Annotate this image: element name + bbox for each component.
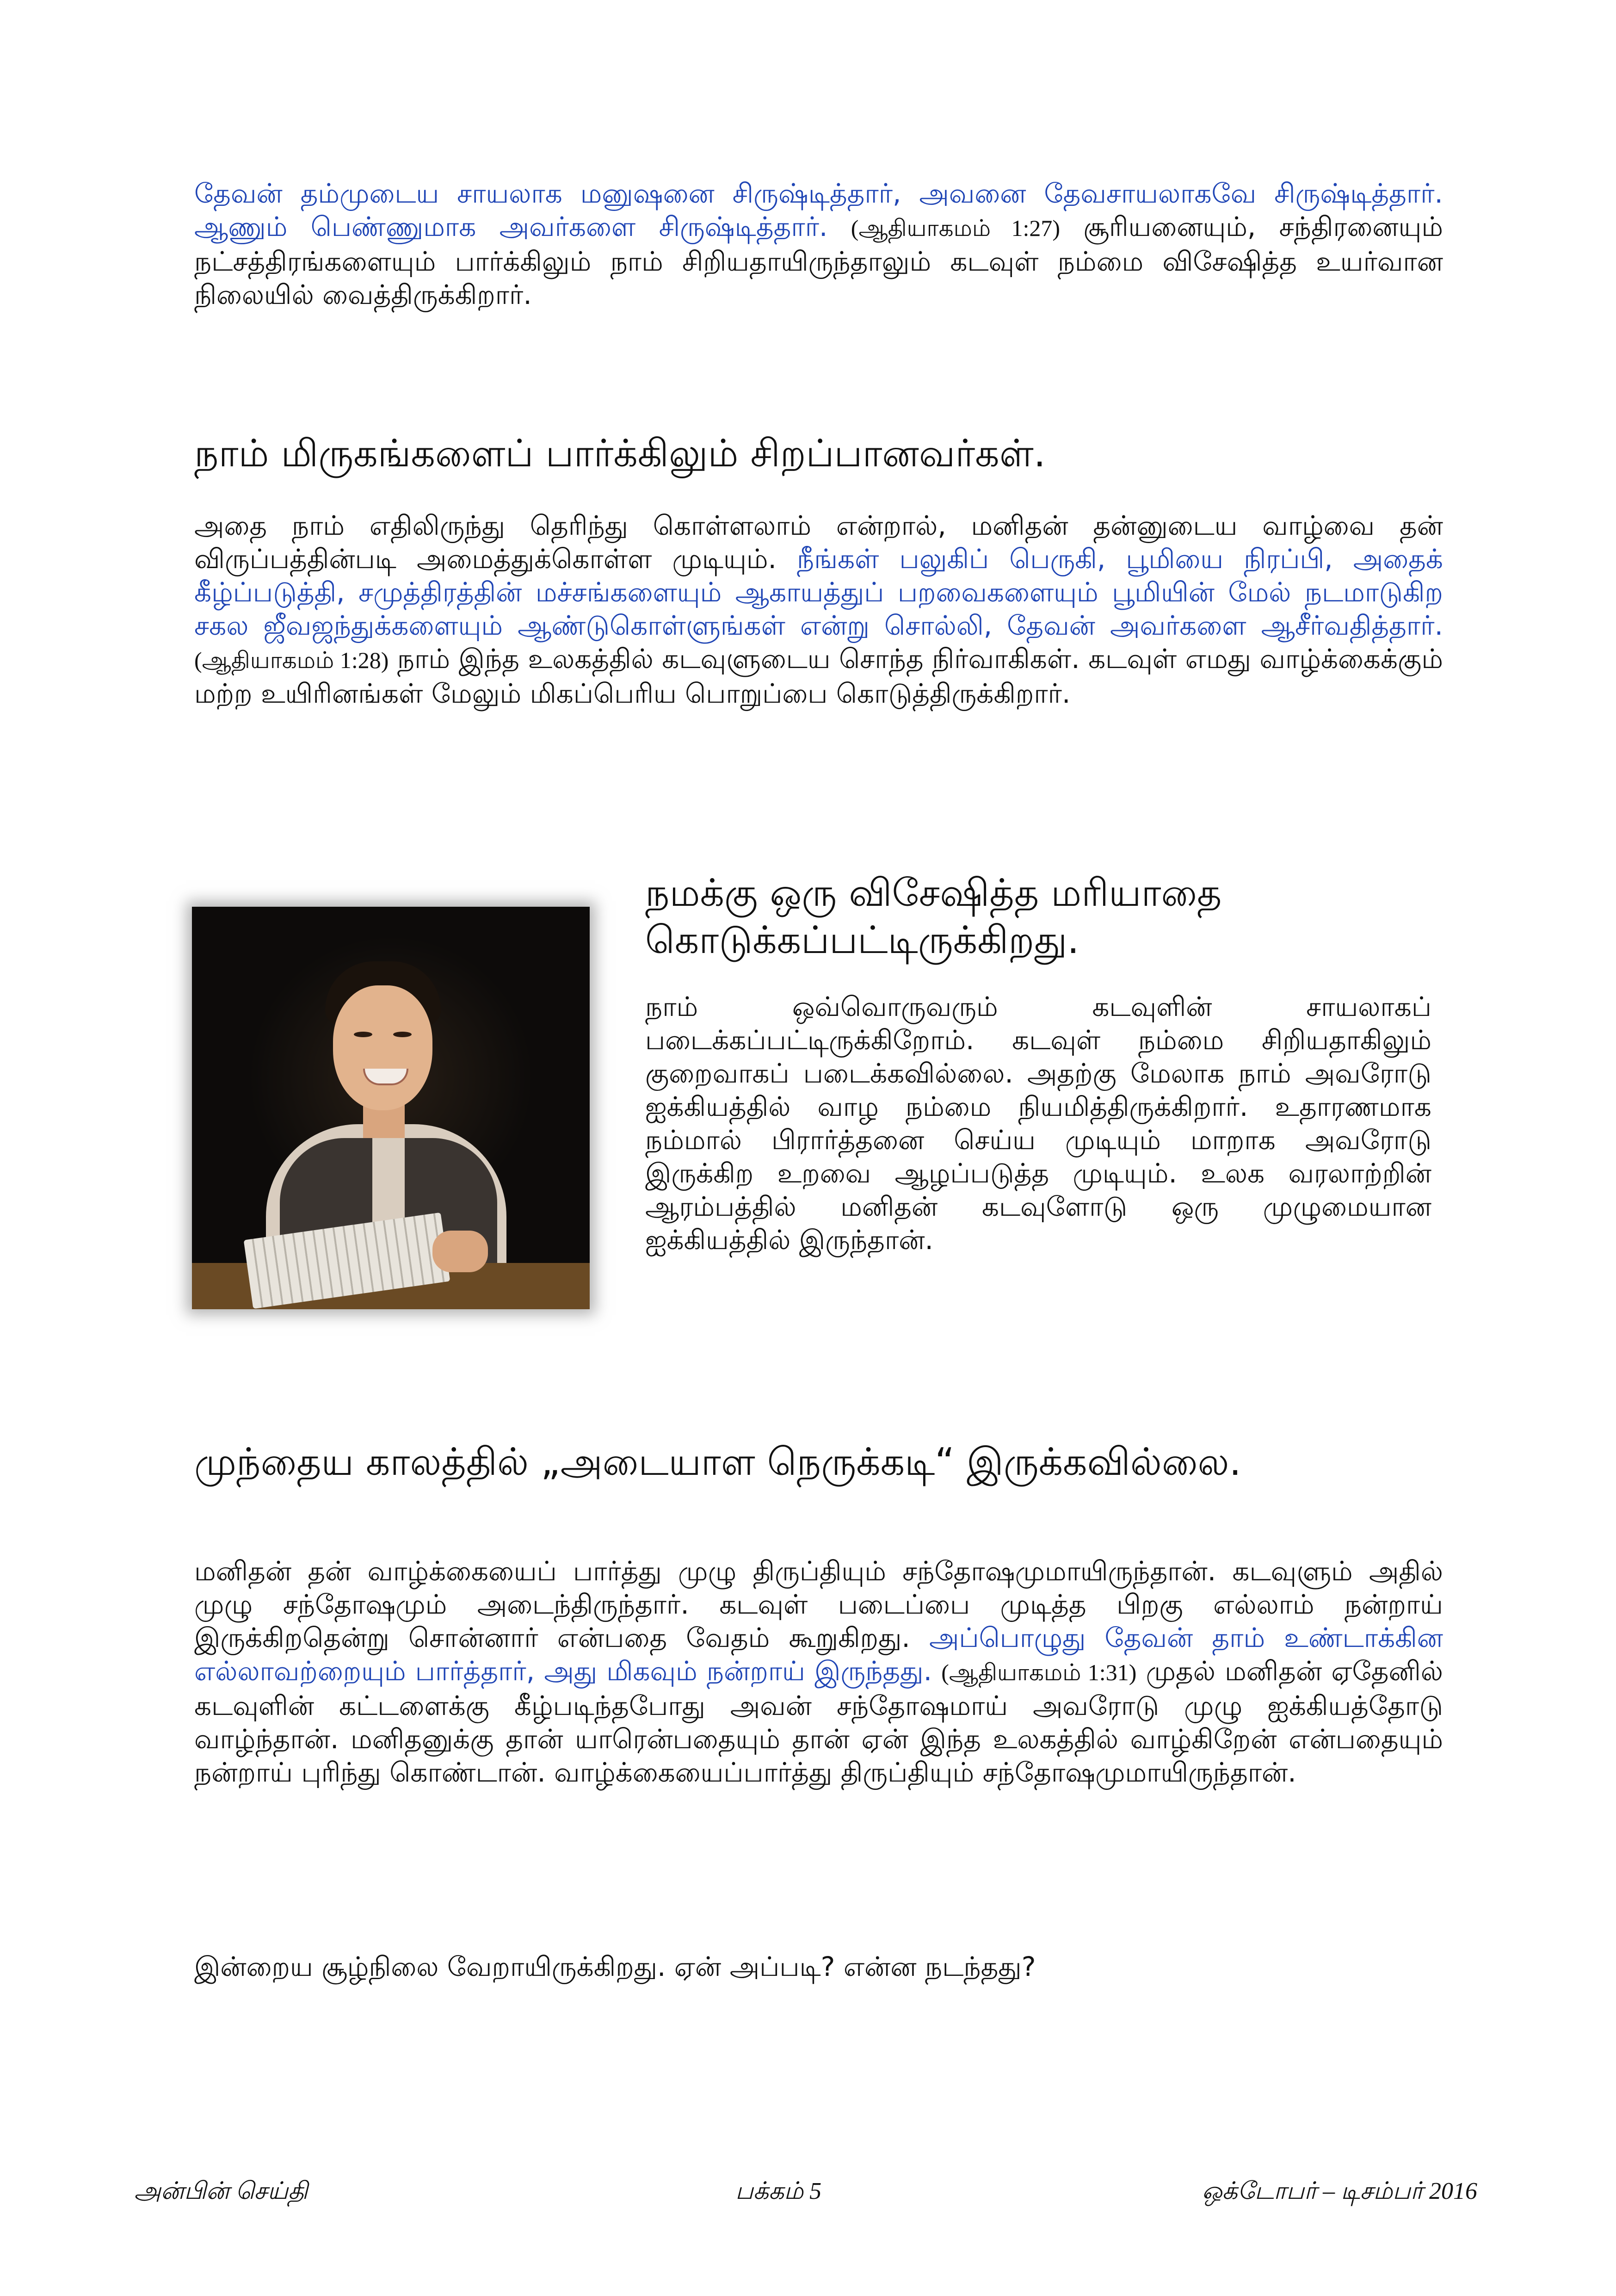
bible-verse: தேவன் தம்முடைய சாயலாக மனுஷனை சிருஷ்டித்தார், அவனை தேவசாயலாகவே சிருஷ்டித்தார். ஆணும் பெண்ணுமாக அவர்களை சிருஷ்டித்தார். [194, 178, 1443, 242]
footer-page-number: பக்கம் 5 [735, 2178, 822, 2204]
section2-paragraph [194, 509, 1443, 710]
footer-issue-date: ஒக்டோபர் – டிசம்பர் 2016 [1202, 2178, 1477, 2204]
verse-reference: (ஆதியாகமம் 1:28) [194, 647, 389, 673]
body-text: அதை நாம் எதிலிருந்து தெரிந்து கொள்ளலாம் என்றால், மனிதன் தன்னுடைய வாழ்வை தன் விருப்பத்தின்படி அமைத்துக்கொள்ள முடியும். [194, 510, 1443, 575]
section4-paragraph [194, 1554, 1443, 1789]
body-text: நாம் இந்த உலகத்தில் கடவுளுடைய சொந்த நிர்வாகிகள். கடவுள் எமது வாழ்க்கைக்கும் மற்ற உயிரினங்கள் மேலும் மிகப்பெரிய பொறுப்பை கொடுத்திருக்கிறார். [194, 643, 1443, 709]
section-heading: முந்தைய காலத்தில் „அடையாள நெருக்கடி“ இருக்கவில்லை. [194, 1440, 1241, 1484]
verse-reference: (ஆதியாகமம் 1:27) [851, 215, 1061, 241]
footer-magazine-title: அன்பின் செய்தி [134, 2178, 308, 2204]
closing-question: இன்றைய சூழ்நிலை வேறாயிருக்கிறது. ஏன் அப்படி? என்ன நடந்தது? [194, 1951, 1036, 1982]
verse-reference: (ஆதியாகமம் 1:31) [941, 1659, 1137, 1685]
bible-verse: அப்பொழுது தேவன் தாம் உண்டாக்கின எல்லாவற்றையும் பார்த்தார், அது மிகவும் நன்றாய் இருந்தது. [194, 1622, 1443, 1687]
body-text: மனிதன் தன் வாழ்க்கையைப் பார்த்து முழு திருப்தியும் சந்தோஷமுமாயிருந்தான். கடவுளும் அதில் முழு சந்தோஷமும் அடைந்திருந்தார். கடவுள் படைப்பை முடித்த பிறகு எல்லாம் நன்றாய் இருக்கிறதென்று சொன்னார் என்பதை வேதம் கூறுகிறது. [194, 1555, 1443, 1653]
body-text: சூரியனையும், சந்திரனையும் நட்சத்திரங்களையும் பார்க்கிலும் நாம் சிறியதாயிருந்தாலும் கடவுள் நம்மை விசேஷித்த உயர்வான நிலையில் வைத்திருக்கிறார். [194, 211, 1443, 310]
section3-paragraph: நாம் ஒவ்வொருவரும் கடவுளின் சாயலாகப் படைக்கப்பட்டிருக்கிறோம். கடவுள் நம்மை சிறியதாகிலும் குறைவாகப் படைக்கவில்லை. அதற்கு மேலாக நாம் அவரோடு ஐக்கியத்தில் வாழ நம்மை நியமித்திருக்கிறார். உதாரணமாக நம்மால் பிரார்த்தனை செய்ய முடியும் மாறாக அவரோடு இருக்கிற உறவை ஆழப்படுத்த முடியும். உலக வரலாற்றின் ஆரம்பத்தில் மனிதன் கடவுளோடு ஒரு முழுமையான ஐக்கியத்தில் இருந்தான். [645, 991, 1431, 1256]
photo-young-man-with-newspaper [192, 907, 590, 1309]
section1-paragraph [194, 177, 1443, 311]
section-heading: நாம் மிருகங்களைப் பார்க்கிலும் சிறப்பானவர்கள். [194, 432, 1046, 476]
section-heading: நமக்கு ஒரு விசேஷித்த மரியாதை கொடுக்கப்பட்டிருக்கிறது. [645, 871, 1222, 962]
bible-verse: நீங்கள் பலுகிப் பெருகி, பூமியை நிரப்பி, அதைக் கீழ்ப்படுத்தி, சமுத்திரத்தின் மச்சங்களையும் ஆகாயத்துப் பறவைகளையும் பூமியின் மேல் நடமாடுகிற சகல ஜீவஜந்துக்களையும் ஆண்டுகொள்ளுங்கள் என்று சொல்லி, தேவன் அவர்களை ஆசீர்வதித்தார். [194, 543, 1443, 641]
body-text: முதல் மனிதன் ஏதேனில் கடவுளின் கட்டளைக்கு கீழ்படிந்தபோது அவன் சந்தோஷமாய் அவரோடு முழு ஐக்கியத்தோடு வாழ்ந்தான். மனிதனுக்கு தான் யாரென்பதையும் தான் ஏன் இந்த உலகத்தில் வாழ்கிறேன் என்பதையும் நன்றாய் புரிந்து கொண்டான். வாழ்க்கையைப்பார்த்து திருப்தியும் சந்தோஷமுமாயிருந்தான். [194, 1655, 1443, 1788]
